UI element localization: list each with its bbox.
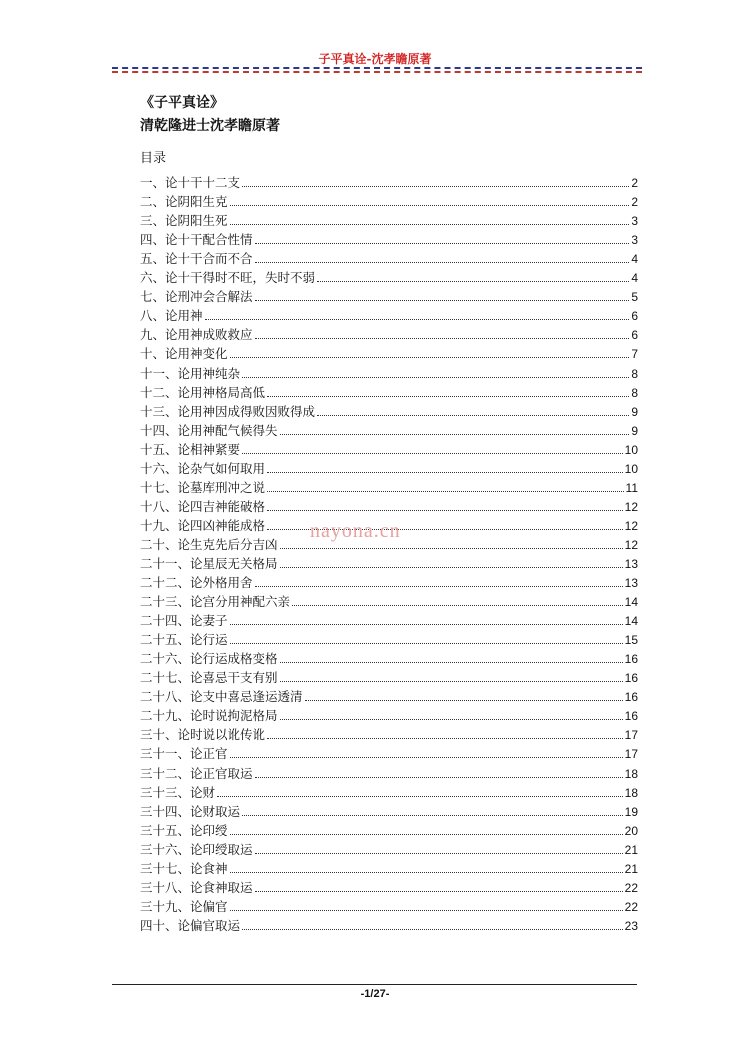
toc-entry-label: 二十九、论时说拘泥格局 bbox=[140, 708, 278, 724]
toc-entry-page: 12 bbox=[624, 518, 638, 533]
toc-entry-page: 17 bbox=[624, 747, 638, 762]
toc-entry[interactable] bbox=[140, 610, 638, 629]
toc-entry-page: 14 bbox=[624, 614, 638, 629]
toc-entry-page: 16 bbox=[624, 671, 638, 686]
book-author: 清乾隆进士沈孝瞻原著 bbox=[140, 118, 280, 134]
footer-divider bbox=[112, 984, 637, 985]
toc-entry-label: 十八、论四吉神能破格 bbox=[140, 498, 266, 514]
toc-dot-leader bbox=[255, 262, 630, 263]
toc-entry[interactable] bbox=[140, 248, 638, 267]
toc-entry-page: 9 bbox=[631, 404, 638, 419]
toc-entry-page: 16 bbox=[624, 690, 638, 705]
toc-entry-page: 13 bbox=[624, 556, 638, 571]
toc-entry-page: 15 bbox=[624, 633, 638, 648]
toc-dot-leader bbox=[267, 491, 624, 492]
toc-dot-leader bbox=[292, 605, 623, 606]
toc-entry[interactable] bbox=[140, 362, 638, 381]
toc-entry-page: 7 bbox=[631, 347, 638, 362]
toc-entry[interactable] bbox=[140, 172, 638, 191]
toc-entry-label: 十九、论四凶神能成格 bbox=[140, 517, 266, 533]
toc-dot-leader bbox=[280, 662, 623, 663]
toc-entry[interactable] bbox=[140, 477, 638, 496]
toc-entry-page: 18 bbox=[624, 766, 638, 781]
toc-entry-label: 八、论用神 bbox=[140, 308, 203, 324]
toc-dot-leader bbox=[305, 700, 623, 701]
toc-entry-page: 3 bbox=[631, 214, 638, 229]
toc-entry-page: 12 bbox=[624, 499, 638, 514]
toc-entry[interactable] bbox=[140, 401, 638, 420]
toc-dot-leader bbox=[255, 891, 623, 892]
toc-dot-leader bbox=[230, 357, 630, 358]
toc-entry-page: 22 bbox=[624, 880, 638, 895]
toc-entry[interactable] bbox=[140, 458, 638, 477]
toc-entry-label: 三十九、论偏官 bbox=[140, 898, 228, 914]
toc-entry[interactable] bbox=[140, 343, 638, 362]
toc-dot-leader bbox=[255, 300, 630, 301]
toc-entry-page: 22 bbox=[624, 899, 638, 914]
toc-entry-label: 五、论十干合而不合 bbox=[140, 251, 253, 267]
toc-dot-leader bbox=[230, 910, 623, 911]
toc-entry[interactable] bbox=[140, 305, 638, 324]
toc-entry-page: 23 bbox=[624, 918, 638, 933]
toc-entry-label: 十七、论墓库刑冲之说 bbox=[140, 479, 266, 495]
toc-entry-page: 17 bbox=[624, 728, 638, 743]
toc-entry-label: 二十六、论行运成格变格 bbox=[140, 651, 278, 667]
toc-entry-page: 2 bbox=[631, 195, 638, 210]
toc-entry[interactable] bbox=[140, 324, 638, 343]
toc-entry-label: 三十五、论印绶 bbox=[140, 822, 228, 838]
toc-entry[interactable] bbox=[140, 553, 638, 572]
toc-dot-leader bbox=[267, 738, 623, 739]
toc-dot-leader bbox=[242, 815, 623, 816]
toc-entry[interactable] bbox=[140, 820, 638, 839]
toc-entry-page: 3 bbox=[631, 233, 638, 248]
toc-dot-leader bbox=[242, 929, 623, 930]
toc-dot-leader bbox=[255, 777, 623, 778]
toc-dot-leader bbox=[255, 243, 630, 244]
toc-entry-page: 10 bbox=[624, 442, 638, 457]
toc-entry[interactable] bbox=[140, 743, 638, 762]
toc-entry-label: 十、论用神变化 bbox=[140, 346, 228, 362]
toc-dot-leader bbox=[280, 681, 623, 682]
header-divider-blue bbox=[112, 67, 642, 69]
toc-entry-label: 三十八、论食神取运 bbox=[140, 879, 253, 895]
toc-entry[interactable] bbox=[140, 782, 638, 801]
toc-dot-leader bbox=[242, 377, 629, 378]
toc-dot-leader bbox=[230, 624, 623, 625]
toc-entry-page: 18 bbox=[624, 785, 638, 800]
toc-entry-page: 16 bbox=[624, 709, 638, 724]
toc-entry-label: 三、论阴阳生死 bbox=[140, 213, 228, 229]
toc-entry-label: 七、论刑冲会合解法 bbox=[140, 289, 253, 305]
toc-entry-page: 14 bbox=[624, 595, 638, 610]
toc-entry-page: 11 bbox=[625, 480, 638, 495]
toc-heading: 目录 bbox=[140, 151, 167, 166]
header-divider-red bbox=[112, 71, 642, 73]
toc-entry-label: 二十三、论宫分用神配六亲 bbox=[140, 594, 291, 610]
toc-entry[interactable] bbox=[140, 915, 638, 934]
toc-entry-label: 二十八、论支中喜忌逢运透清 bbox=[140, 689, 303, 705]
toc-entry[interactable] bbox=[140, 267, 638, 286]
running-header-title: 子平真诠-沈孝瞻原著 bbox=[318, 52, 432, 66]
toc-entry[interactable] bbox=[140, 382, 638, 401]
toc-entry-label: 十一、论用神纯杂 bbox=[140, 365, 241, 381]
toc-entry-label: 二十二、论外格用舍 bbox=[140, 575, 253, 591]
toc-dot-leader bbox=[205, 319, 630, 320]
toc-entry[interactable] bbox=[140, 667, 638, 686]
toc-dot-leader bbox=[267, 396, 629, 397]
toc-entry-page: 2 bbox=[631, 176, 638, 191]
toc-entry[interactable] bbox=[140, 762, 638, 781]
toc-entry-label: 二十、论生克先后分吉凶 bbox=[140, 536, 278, 552]
toc-entry[interactable] bbox=[140, 877, 638, 896]
toc-entry[interactable] bbox=[140, 858, 638, 877]
toc-entry-label: 二、论阴阳生克 bbox=[140, 194, 228, 210]
toc-entry[interactable] bbox=[140, 591, 638, 610]
toc-entry-page: 6 bbox=[631, 309, 638, 324]
book-title: 《子平真诠》 bbox=[140, 95, 224, 111]
toc-dot-leader bbox=[280, 434, 630, 435]
table-of-contents bbox=[140, 172, 638, 934]
toc-dot-leader bbox=[267, 472, 623, 473]
toc-entry-label: 六、论十干得时不旺，失时不弱 bbox=[140, 270, 316, 286]
toc-entry[interactable] bbox=[140, 572, 638, 591]
toc-entry[interactable] bbox=[140, 496, 638, 515]
toc-entry-page: 21 bbox=[624, 842, 638, 857]
toc-entry-label: 三十、论时说以讹传讹 bbox=[140, 727, 266, 743]
toc-dot-leader bbox=[267, 510, 623, 511]
toc-entry-label: 二十四、论妻子 bbox=[140, 613, 228, 629]
toc-entry-page: 19 bbox=[624, 804, 638, 819]
toc-entry-page: 16 bbox=[624, 652, 638, 667]
toc-entry[interactable] bbox=[140, 724, 638, 743]
toc-entry[interactable] bbox=[140, 648, 638, 667]
toc-dot-leader bbox=[280, 548, 623, 549]
toc-entry-page: 13 bbox=[624, 576, 638, 591]
toc-dot-leader bbox=[230, 224, 630, 225]
toc-dot-leader bbox=[230, 205, 630, 206]
toc-entry[interactable] bbox=[140, 705, 638, 724]
toc-dot-leader bbox=[317, 415, 629, 416]
toc-entry-page: 8 bbox=[631, 385, 638, 400]
toc-dot-leader bbox=[230, 872, 623, 873]
toc-entry-label: 一、论十干十二支 bbox=[140, 175, 241, 191]
toc-dot-leader bbox=[255, 586, 623, 587]
toc-entry-label: 三十三、论财 bbox=[140, 784, 216, 800]
toc-entry[interactable] bbox=[140, 896, 638, 915]
toc-entry[interactable] bbox=[140, 686, 638, 705]
toc-entry[interactable] bbox=[140, 839, 638, 858]
footer-page-number: -1/27- bbox=[360, 988, 390, 1000]
toc-entry-label: 二十七、论喜忌干支有别 bbox=[140, 670, 278, 686]
toc-dot-leader bbox=[280, 567, 623, 568]
toc-entry-label: 三十七、论食神 bbox=[140, 860, 228, 876]
toc-entry-page: 6 bbox=[631, 328, 638, 343]
toc-dot-leader bbox=[242, 186, 629, 187]
toc-entry-label: 三十六、论印绶取运 bbox=[140, 841, 253, 857]
toc-entry-page: 20 bbox=[624, 823, 638, 838]
header-divider bbox=[112, 67, 642, 74]
toc-entry-label: 三十一、论正官 bbox=[140, 746, 228, 762]
toc-entry-page: 8 bbox=[631, 366, 638, 381]
toc-entry-label: 十二、论用神格局高低 bbox=[140, 384, 266, 400]
toc-entry[interactable] bbox=[140, 191, 638, 210]
toc-entry-page: 9 bbox=[631, 423, 638, 438]
toc-dot-leader bbox=[230, 834, 623, 835]
toc-entry[interactable] bbox=[140, 229, 638, 248]
toc-entry-label: 十三、论用神因成得败因败得成 bbox=[140, 403, 316, 419]
toc-entry-label: 二十五、论行运 bbox=[140, 632, 228, 648]
toc-dot-leader bbox=[280, 719, 623, 720]
toc-entry-label: 四十、论偏官取运 bbox=[140, 917, 241, 933]
toc-entry-page: 4 bbox=[631, 271, 638, 286]
toc-entry-label: 四、论十干配合性情 bbox=[140, 232, 253, 248]
toc-entry-label: 十四、论用神配气候得失 bbox=[140, 422, 278, 438]
toc-entry-label: 二十一、论星辰无关格局 bbox=[140, 555, 278, 571]
toc-entry[interactable] bbox=[140, 629, 638, 648]
watermark: nayona.cn bbox=[310, 520, 401, 542]
toc-entry-page: 12 bbox=[624, 537, 638, 552]
toc-entry-label: 三十四、论财取运 bbox=[140, 803, 241, 819]
toc-entry-page: 4 bbox=[631, 252, 638, 267]
toc-dot-leader bbox=[230, 757, 623, 758]
toc-entry-page: 21 bbox=[624, 861, 638, 876]
toc-entry[interactable] bbox=[140, 439, 638, 458]
toc-dot-leader bbox=[230, 643, 623, 644]
toc-entry-page: 10 bbox=[624, 461, 638, 476]
toc-entry[interactable] bbox=[140, 210, 638, 229]
toc-entry[interactable] bbox=[140, 801, 638, 820]
toc-entry-label: 十五、论相神紧要 bbox=[140, 441, 241, 457]
toc-dot-leader bbox=[255, 853, 623, 854]
toc-dot-leader bbox=[317, 281, 629, 282]
toc-entry-page: 5 bbox=[631, 290, 638, 305]
toc-entry-label: 九、论用神成败救应 bbox=[140, 327, 253, 343]
toc-dot-leader bbox=[242, 453, 623, 454]
toc-entry-label: 三十二、论正官取运 bbox=[140, 765, 253, 781]
toc-dot-leader bbox=[255, 338, 630, 339]
toc-dot-leader bbox=[217, 796, 623, 797]
toc-entry-label: 十六、论杂气如何取用 bbox=[140, 460, 266, 476]
toc-entry[interactable] bbox=[140, 420, 638, 439]
toc-entry[interactable] bbox=[140, 286, 638, 305]
